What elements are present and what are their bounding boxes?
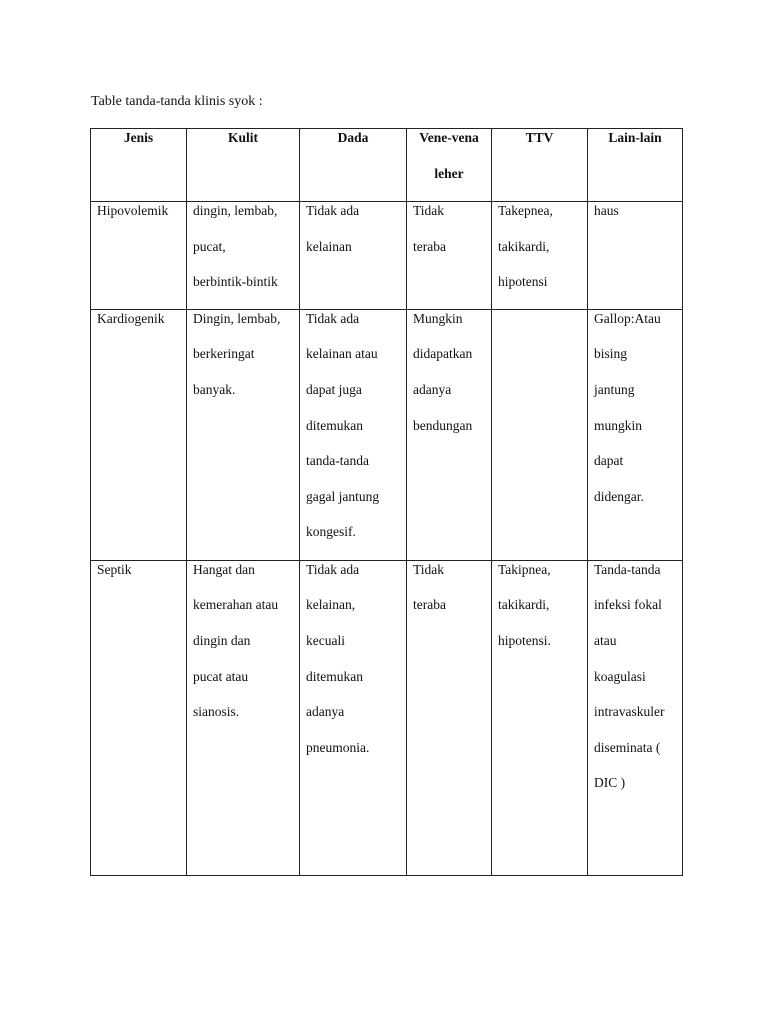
header-dada [300, 129, 407, 202]
cell-vene-vena-leher [407, 309, 492, 560]
cell-line: Takepnea, [498, 203, 553, 218]
cell-line: dapat juga [306, 381, 362, 397]
table-row-kardiogenik [91, 309, 683, 560]
header-jenis [91, 129, 187, 202]
table-header-row [91, 129, 683, 202]
cell-line: dapat [594, 453, 624, 469]
cell-line: berkeringat [193, 346, 255, 362]
cell-line: tanda-tanda [306, 453, 369, 469]
header-ttv [492, 129, 588, 202]
cell-line: kecuali [306, 632, 345, 648]
cell-dada [300, 309, 407, 560]
cell-lain-lain [588, 202, 683, 310]
cell-line: infeksi fokal [594, 597, 662, 613]
cell-dada [300, 202, 407, 310]
cell-line: teraba [413, 597, 446, 613]
cell-line: takikardi, [498, 597, 550, 613]
cell-jenis [91, 560, 187, 875]
cell-line: teraba [413, 238, 446, 254]
cell-kulit [187, 309, 300, 560]
table-caption: Table tanda-tanda klinis syok : [91, 94, 263, 109]
cell-line: hipotensi. [498, 632, 551, 648]
cell-line: Takipnea, [498, 561, 551, 577]
cell-line: Hangat dan [193, 561, 255, 577]
cell-ttv [492, 309, 588, 560]
cell-lain-lain [588, 560, 683, 875]
cell-line: atau [594, 632, 617, 648]
header-line: Dada [337, 130, 369, 145]
cell-jenis [91, 202, 187, 310]
cell-line: Mungkin [413, 310, 463, 326]
cell-line: koagulasi [594, 668, 646, 684]
header-line: Jenis [123, 130, 154, 145]
cell-ttv [492, 202, 588, 310]
header-line: TTV [525, 130, 554, 145]
header-line: Lain-lain [608, 130, 662, 145]
table-row-hipovolemik [91, 202, 683, 310]
header-line: Kulit [227, 130, 258, 145]
cell-line: ditemukan [306, 417, 363, 433]
cell-line: hipotensi [498, 274, 548, 290]
cell-line: pneumonia. [306, 739, 370, 755]
cell-line: pucat, [193, 238, 226, 254]
cell-kulit [187, 202, 300, 310]
cell-line: diseminata ( [594, 739, 661, 755]
cell-line: pucat atau [193, 668, 249, 684]
header-lain-lain [588, 129, 683, 202]
cell-line: kelainan [306, 238, 352, 254]
cell-line: takikardi, [498, 238, 550, 254]
cell-line: Tidak ada [306, 310, 360, 326]
header-vene-vena-leher [407, 129, 492, 202]
cell-line: Tidak [413, 561, 445, 577]
cell-line: Gallop:Atau [594, 310, 661, 326]
cell-line: bendungan [413, 417, 473, 433]
cell-line: jantung [594, 381, 635, 397]
cell-line: kelainan atau [306, 346, 378, 362]
cell-line: Tidak ada [306, 203, 360, 218]
cell-line: Septik [97, 561, 132, 577]
cell-kulit [187, 560, 300, 875]
cell-line: didapatkan [413, 346, 473, 362]
cell-line: bising [594, 346, 628, 362]
cell-line: Tidak ada [306, 561, 360, 577]
cell-line: Hipovolemik [97, 203, 169, 218]
cell-line: banyak. [193, 381, 236, 397]
cell-line: haus [594, 203, 619, 218]
cell-line: Dingin, lembab, [193, 310, 281, 326]
cell-line: kemerahan atau [193, 597, 279, 613]
cell-line: adanya [306, 704, 345, 720]
cell-vene-vena-leher [407, 202, 492, 310]
cell-line: didengar. [594, 488, 644, 504]
cell-line: ditemukan [306, 668, 363, 684]
cell-line: DIC ) [594, 775, 626, 791]
cell-line: dingin, lembab, [193, 203, 278, 218]
cell-line: Tidak [413, 203, 445, 218]
cell-line: sianosis. [193, 704, 240, 720]
cell-line: adanya [413, 381, 452, 397]
cell-line: mungkin [594, 417, 643, 433]
cell-line: kelainan, [306, 597, 356, 613]
cell-line: Kardiogenik [97, 310, 165, 326]
cell-line: Tanda-tanda [594, 561, 661, 577]
cell-lain-lain [588, 309, 683, 560]
cell-ttv [492, 560, 588, 875]
cell-jenis [91, 309, 187, 560]
header-line: leher [434, 165, 464, 181]
header-line: Vene-vena [419, 130, 479, 145]
cell-line: dingin dan [193, 632, 251, 648]
cell-line: intravaskuler [594, 704, 665, 720]
cell-line: kongesif. [306, 524, 356, 540]
cell-line: berbintik-bintik [193, 274, 278, 290]
table-row-septik [91, 560, 683, 875]
cell-line: gagal jantung [306, 488, 380, 504]
shock-signs-table [90, 128, 683, 876]
header-kulit [187, 129, 300, 202]
cell-dada [300, 560, 407, 875]
cell-vene-vena-leher [407, 560, 492, 875]
